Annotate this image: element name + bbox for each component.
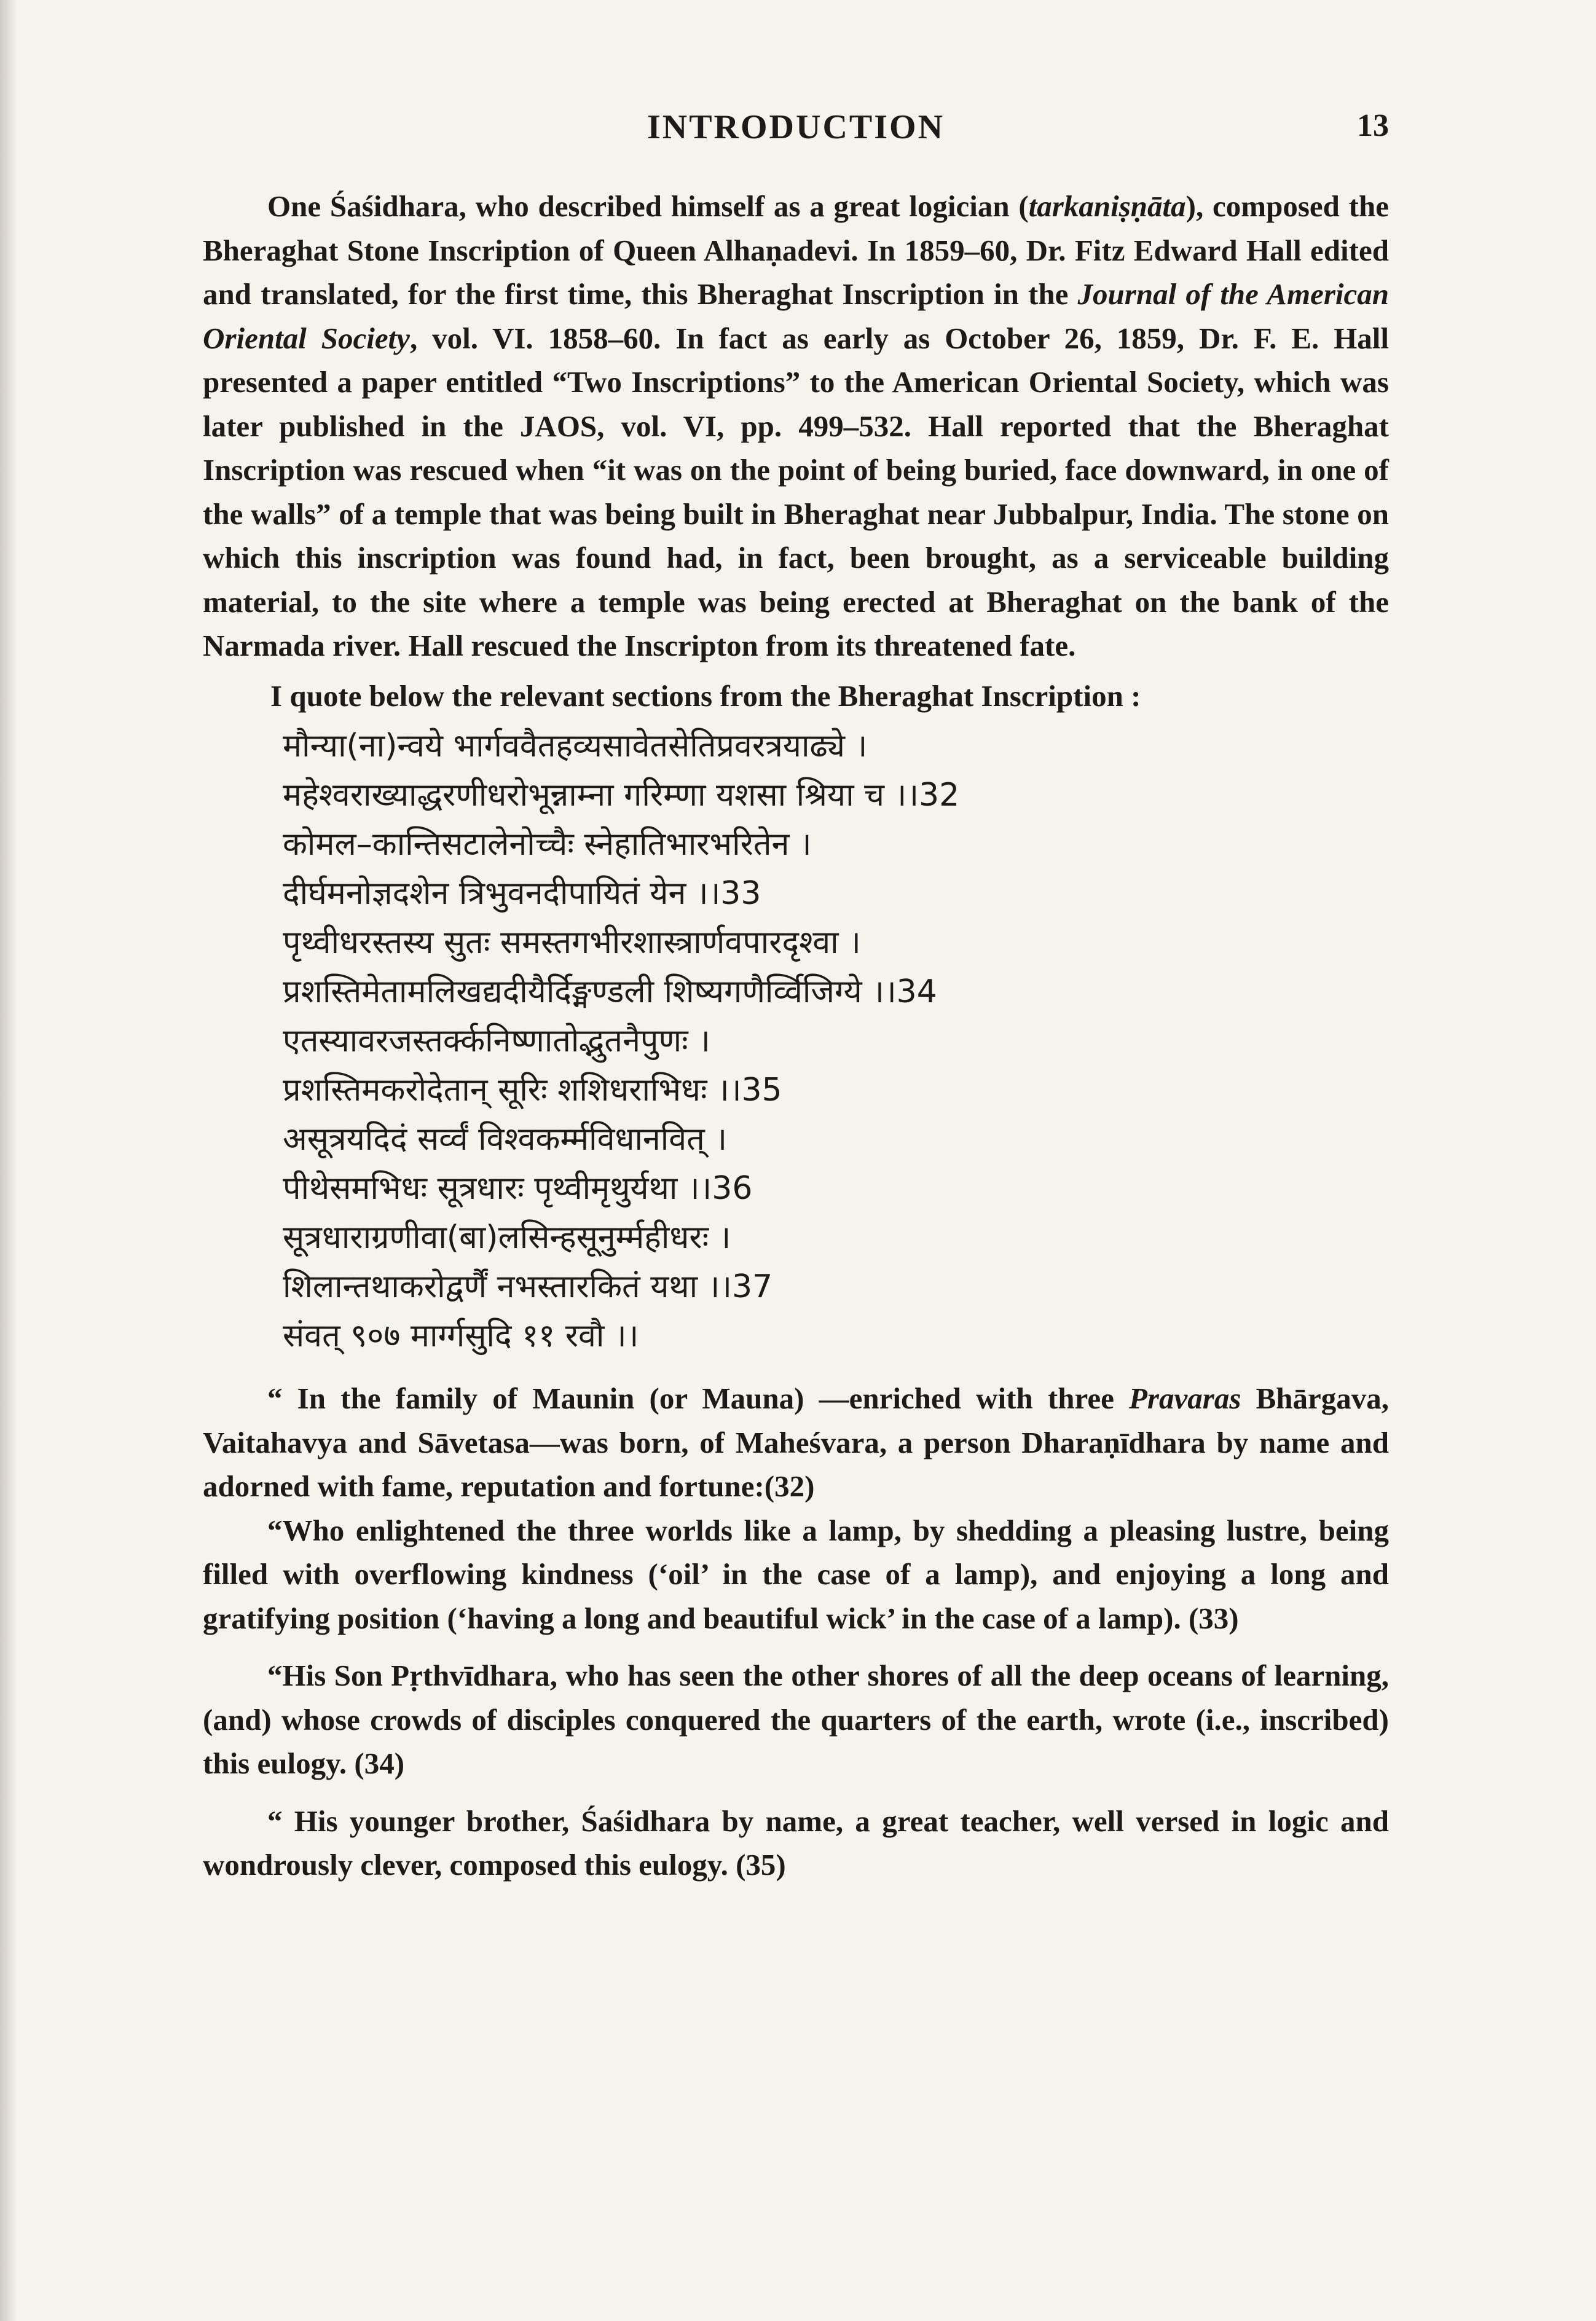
verse-line: संवत् ९०७ मार्ग्गसुदि ११ रवौ ।। — [283, 1318, 639, 1354]
italic-term: tarkaniṣṇāta — [1028, 189, 1186, 223]
verse-line: शिलान्तथाकरोद्वर्णैं नभस्तारकितं यथा ।।37 — [283, 1268, 773, 1305]
text-run: , vol. VI. 1858–60. In fact as early as October 26, 1859, Dr. F. E. Hall presented a paper entitled “Two Inscriptions” to the American Oriental Society, which was later published in the JAOS, vol. VI, pp. 499–532. Hall reported that the Bheraghat Inscription was rescued when “it was on the point of being buried, face downward, in one of the walls” of a temple that was being built in Bheraghat near Jubbalpur, India. The stone on which this inscription was found had, in fact, been brought, as a serviceable building material, to the site where a temple was being erected at Bheraghat on the bank of the Narmada river. Hall rescued the Inscripton from its threatened fate. — [203, 321, 1389, 662]
translation-verse-34: “His Son Pṛthvīdhara, who has seen the other shores of all the deep oceans of learning, (and) whose crowds of disciples conquered the quarters of the earth, wrote (i.e., inscribed) this eulogy. (34) — [203, 1659, 1389, 1780]
running-title: INTRODUCTION — [647, 108, 945, 146]
verse-line: पीथेसमभिधः सूत्रधारः पृथ्वीमृथुर्यथा ।।36 — [283, 1170, 753, 1207]
verse-line: एतस्यावरजस्तर्क्कनिष्णातोद्भुतनैपुणः । — [283, 1023, 710, 1059]
verse-line: सूत्रधाराग्रणीवा(बा)लसिन्हसूनुर्म्महीधरः । — [283, 1219, 731, 1256]
verse-line: प्रशस्तिमेतामलिखद्यदीयैर्दिङ्मण्डली शिष्यगणैर्व्विजिग्ये ।।34 — [283, 973, 937, 1010]
verse-line: दीर्घमनोज्ञदशेन त्रिभुवनदीपायितं येन ।।33 — [283, 875, 761, 912]
binding-edge — [0, 0, 17, 2321]
translation-verse-32 — [203, 1376, 1389, 1509]
italic-term: Pravaras — [1129, 1381, 1241, 1415]
page-number: 13 — [1357, 108, 1389, 143]
translation-verse-33: “Who enlightened the three worlds like a lamp, by shedding a pleasing lustre, being filled with overflowing kindness (‘oil’ in the case of a lamp), and enjoying a long and gratifying position (‘having a long and beautiful wick’ in the case of a lamp). (33) — [203, 1513, 1389, 1635]
text-run: “ In the family of Maunin (or Mauna) —enriched with three — [267, 1381, 1129, 1415]
verse-line: प्रशस्तिमकरोदेतान् सूरिः शशिधराभिधः ।।35 — [283, 1072, 782, 1109]
verse-line: पृथ्वीधरस्तस्य सुतः समस्तगभीरशास्त्रार्णवपारदृश्वा । — [283, 924, 861, 961]
verse-line: मौन्या(ना)न्वये भार्गववैतहव्यसावेतसेतिप्रवरत्रयाढ्ये । — [283, 728, 868, 764]
journal-title: Journal of the American Oriental Society — [203, 277, 1390, 355]
quote-lead-in: I quote below the relevant sections from the Bheraghat Inscription : — [270, 678, 1141, 713]
page-body — [203, 184, 1389, 1887]
sanskrit-verse-block — [203, 721, 1389, 1361]
text-run: One Śaśidhara, who described himself as a great logician ( — [267, 189, 1029, 223]
verse-line: असूत्रयदिदं सर्व्वं विश्वकर्म्मविधानवित् । — [283, 1121, 728, 1158]
page-header — [203, 108, 1389, 157]
translation-verse-35: “ His younger brother, Śaśidhara by name, a great teacher, well versed in logic and wondrously clever, composed this eulogy. (35) — [203, 1804, 1389, 1882]
verse-line: कोमल–कान्तिसटालेनोच्चैः स्नेहातिभारभरितेन । — [283, 826, 812, 863]
text-run: ), composed the Bheraghat Stone Inscription of Queen Alhaṇadevi. In 1859–60, Dr. Fitz Edward Hall edited and translated, for the first time, this Bheraghat Inscription in the — [203, 189, 1389, 311]
text-run: Bhārgava, Vaitahavya and Sāvetasa—was born, of Maheśvara, a person Dharaṇīdhara by name and adorned with fame, reputation and fortune:(32) — [203, 1381, 1390, 1503]
verse-line: महेश्वराख्याद्धरणीधरोभून्नाम्ना गरिम्णा यशसा श्रिया च ।।32 — [283, 777, 960, 814]
paragraph-sasidhara-intro — [203, 184, 1389, 668]
